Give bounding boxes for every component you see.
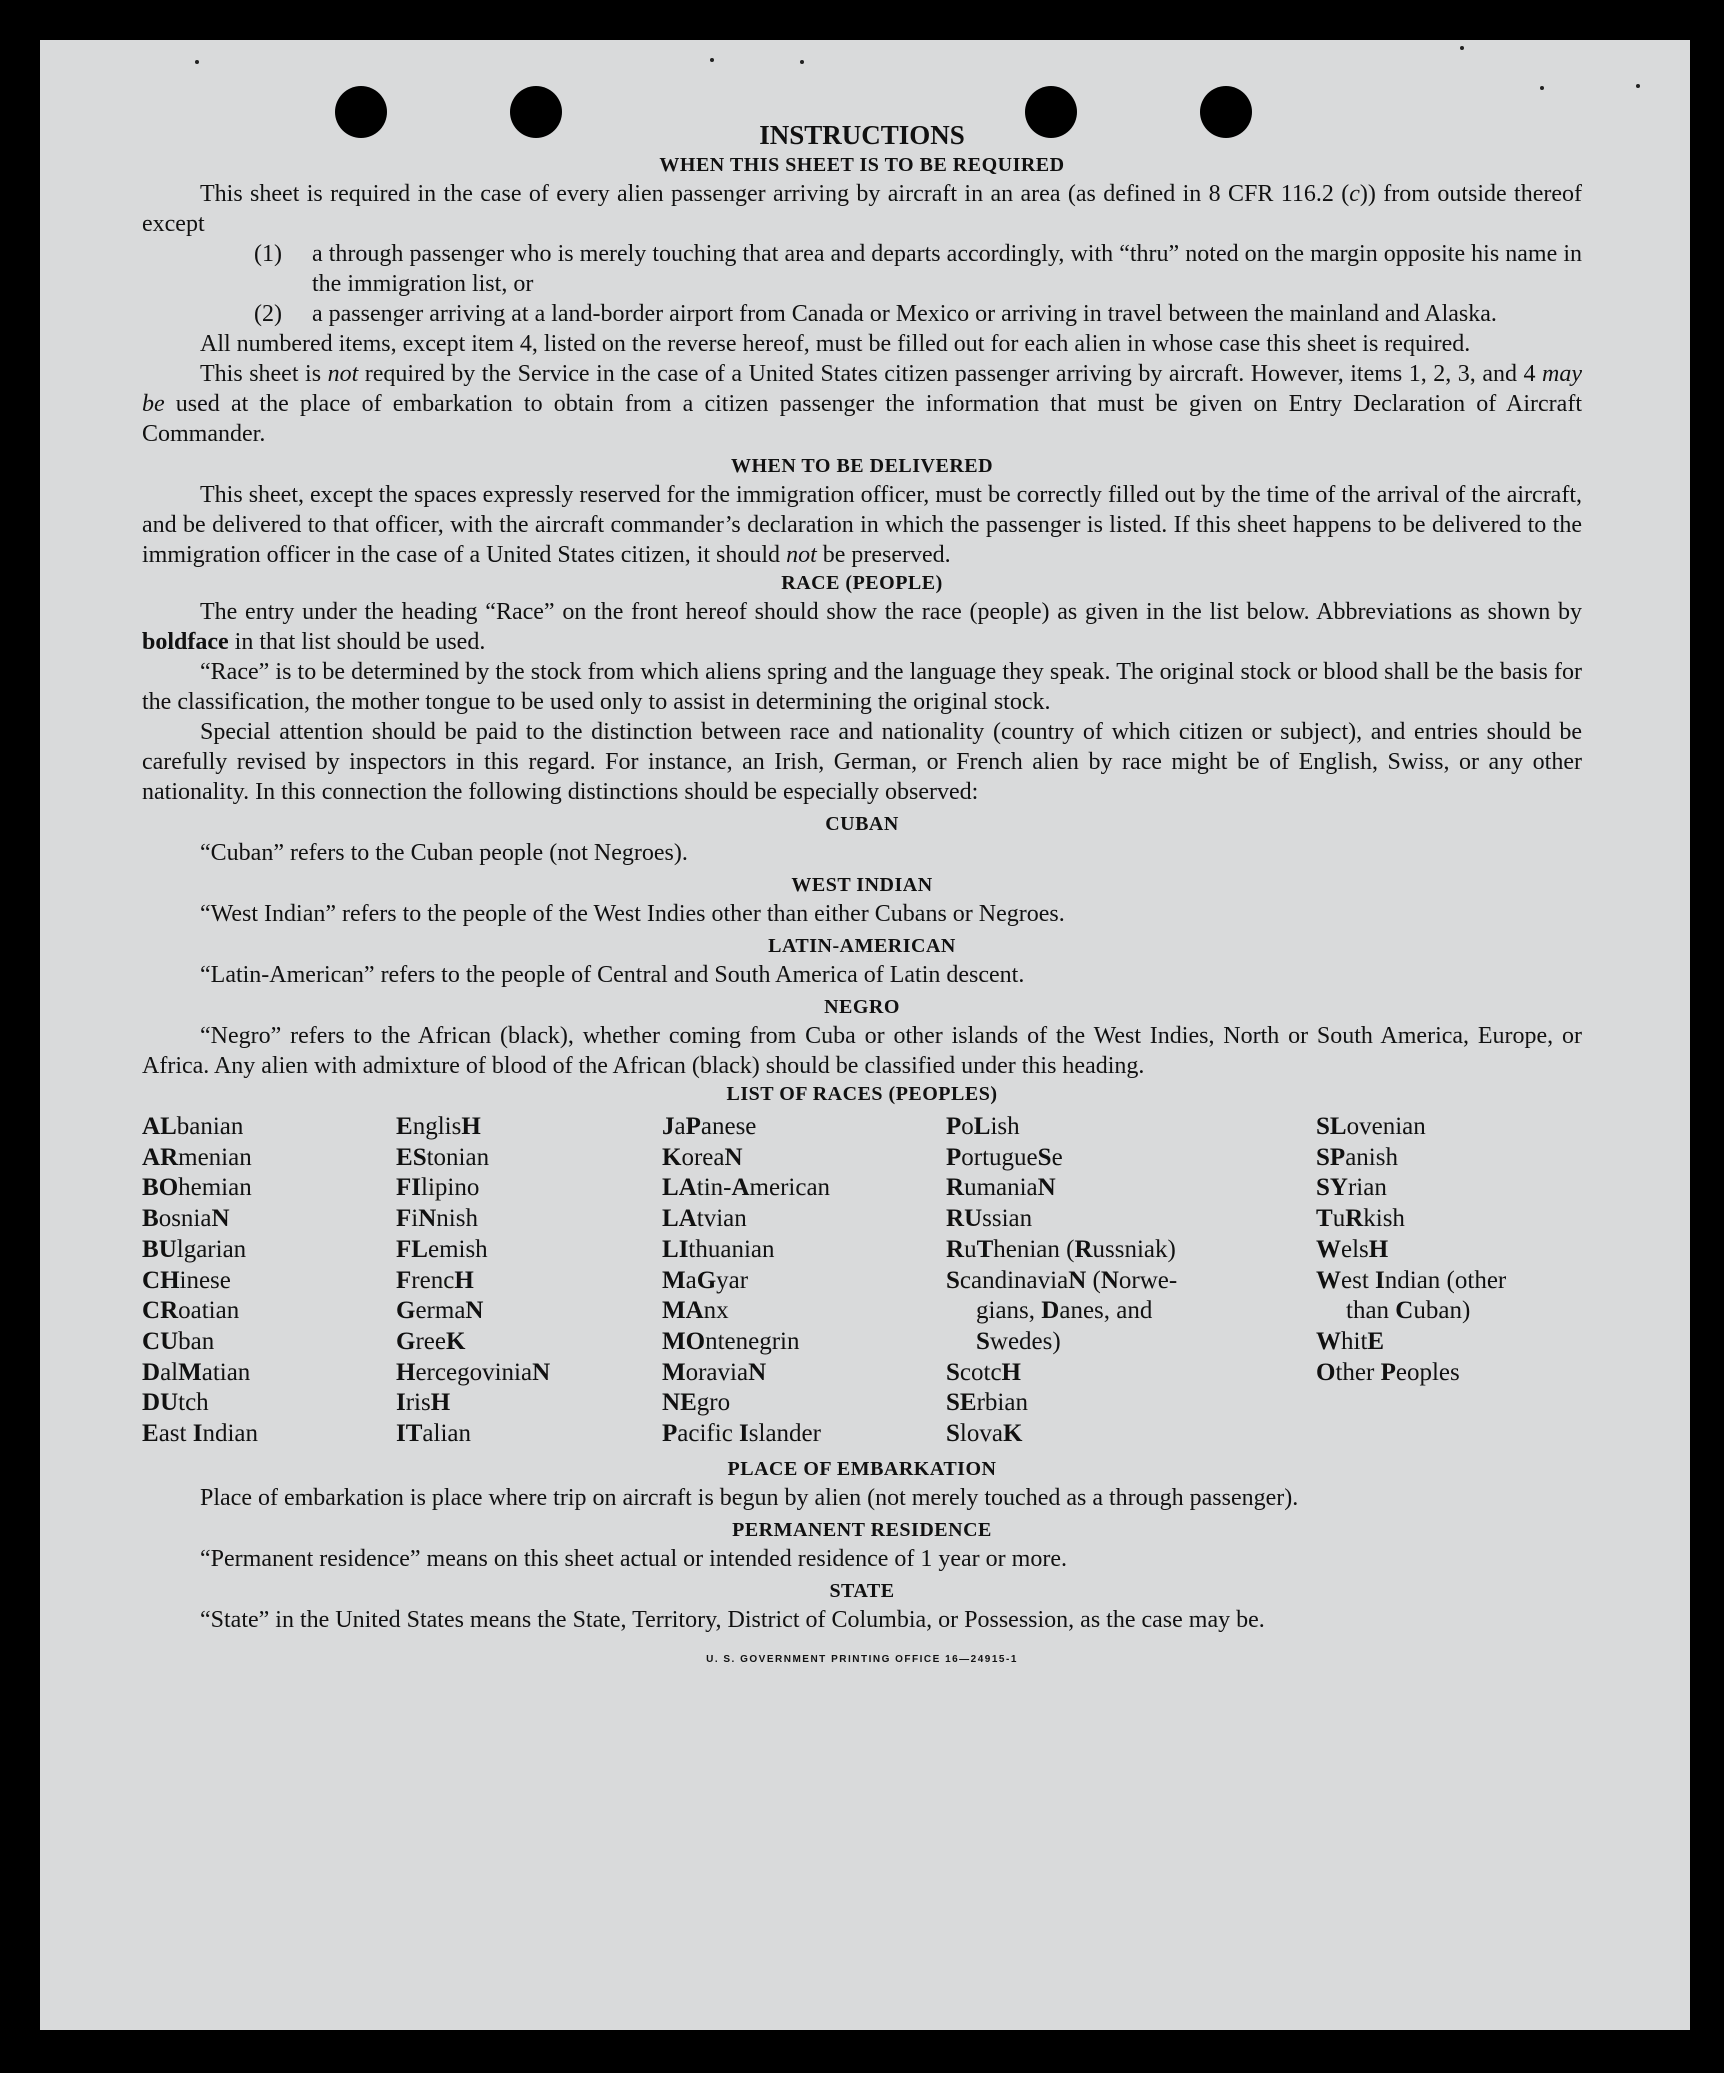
race-entry: ScandinaviaN (Norwe-: [946, 1266, 1178, 1294]
printer-imprint: U. S. GOVERNMENT PRINTING OFFICE 16—24915-1: [706, 1653, 1018, 1665]
race-entry: SErbian: [946, 1389, 1028, 1417]
paragraph: Place of embarkation is place where trip on aircraft is begun by alien (not merely touched as a through passenger).: [200, 1484, 1299, 1511]
race-entry: gians, Danes, and: [976, 1297, 1153, 1325]
race-entry: FLemish: [396, 1235, 488, 1263]
section-heading: LIST OF RACES (PEOPLES): [726, 1083, 998, 1105]
paragraph: Special attention should be paid to the distinction between race and nationality (country of which citizen or subject), and entries should be carefully revised by inspectors in this regard. For instance, an Irish, German, or French alien by race might be of English, Swiss, or any other nationality. In this connection the following distinctions should be especially observed:: [142, 719, 1582, 805]
speck: [800, 60, 804, 64]
speck: [1636, 84, 1640, 88]
race-entry: EStonian: [396, 1143, 490, 1171]
race-entry: LIthuanian: [662, 1235, 775, 1263]
paragraph: The entry under the heading “Race” on the front hereof should show the race (people) as given in the list below. Abbreviations as shown by boldface in that list should be used.: [142, 599, 1582, 655]
race-entry: GermaN: [396, 1297, 484, 1325]
speck: [1540, 86, 1544, 90]
section-heading: WEST INDIAN: [791, 874, 933, 896]
race-entry: GreeK: [396, 1327, 466, 1355]
race-entry: ITalian: [396, 1420, 472, 1448]
race-entry: East Indian: [142, 1420, 258, 1448]
paragraph: “West Indian” refers to the people of the West Indies other than either Cubans or Negroes.: [200, 901, 1065, 927]
race-entry: JaPanese: [662, 1113, 757, 1140]
race-entry: PortugueSe: [946, 1143, 1063, 1171]
paragraph: “Latin-American” refers to the people of Central and South America of Latin descent.: [200, 962, 1025, 988]
race-entry: NEgro: [662, 1389, 731, 1417]
race-entry: WhitE: [1316, 1327, 1385, 1355]
speck: [1460, 46, 1464, 50]
race-entry: CRoatian: [142, 1297, 240, 1325]
speck: [710, 58, 714, 62]
section-heading: PLACE OF EMBARKATION: [727, 1457, 997, 1480]
paragraph: This sheet is required in the case of every alien passenger arriving by aircraft in an area (as defined in 8 CFR 116.2 (c)) from outside thereof except: [142, 181, 1583, 237]
race-entry: Pacific Islander: [662, 1420, 821, 1448]
race-entry: BUlgarian: [142, 1235, 247, 1263]
race-entry: RUssian: [946, 1205, 1033, 1233]
race-entry: FIlipino: [396, 1174, 480, 1202]
race-entry: ScotcH: [946, 1358, 1021, 1386]
race-entry: MOntenegrin: [662, 1327, 800, 1355]
paragraph: “Race” is to be determined by the stock from which aliens spring and the language they speak. The original stock or blood shall be the basis for the classification, the mother tongue to be used only to assist in determining the original stock.: [142, 659, 1582, 715]
race-entry: MAnx: [662, 1297, 729, 1325]
race-list: [142, 1112, 1582, 1450]
section-heading: STATE: [829, 1579, 895, 1602]
race-entry: IrisH: [396, 1389, 451, 1417]
race-entry: SYrian: [1316, 1174, 1387, 1202]
race-column: [1316, 1112, 1582, 1450]
race-entry: RumaniaN: [946, 1174, 1056, 1202]
race-entry: RuThenian (Russniak): [946, 1235, 1176, 1263]
race-entry: FrencH: [396, 1266, 474, 1294]
race-entry: CHinese: [142, 1266, 231, 1294]
section-heading: WHEN THIS SHEET IS TO BE REQUIRED: [659, 154, 1065, 176]
race-entry: MoraviaN: [662, 1358, 767, 1386]
race-entry: SLovenian: [1316, 1113, 1426, 1140]
race-entry: BosniaN: [142, 1205, 230, 1233]
race-entry: CUban: [142, 1327, 215, 1355]
race-entry: MaGyar: [662, 1266, 749, 1294]
section-heading: PERMANENT RESIDENCE: [732, 1518, 992, 1541]
race-entry: LAtin-American: [662, 1174, 831, 1202]
race-entry: ARmenian: [142, 1143, 252, 1171]
race-entry: PoLish: [946, 1113, 1020, 1140]
race-entry: SPanish: [1316, 1143, 1398, 1171]
exception-item: (1) a through passenger who is merely touching that area and departs accordingly, with “thru” noted on the margin opposite his name in the immigration list, or: [254, 241, 1582, 297]
speck: [195, 60, 199, 64]
race-entry: SlovaK: [946, 1420, 1023, 1448]
race-entry: TuRkish: [1316, 1205, 1405, 1233]
race-column: [946, 1112, 1316, 1450]
section-heading: RACE (PEOPLE): [781, 572, 943, 594]
race-column: [662, 1112, 946, 1450]
exception-item: (2) a passenger arriving at a land-border airport from Canada or Mexico or arriving in travel between the mainland and Alaska.: [254, 301, 1497, 327]
race-entry: HercegoviniaN: [396, 1358, 551, 1386]
race-column: [142, 1112, 396, 1450]
race-entry: BOhemian: [142, 1174, 252, 1202]
race-entry: than Cuban): [1346, 1297, 1471, 1325]
section-heading: NEGRO: [824, 996, 900, 1018]
race-entry: EnglisH: [396, 1113, 481, 1140]
race-entry: DalMatian: [142, 1358, 251, 1386]
race-entry: ALbanian: [142, 1113, 244, 1140]
page-title: INSTRUCTIONS: [759, 120, 965, 150]
race-entry: Swedes): [976, 1327, 1061, 1355]
paragraph: All numbered items, except item 4, listed on the reverse hereof, must be filled out for each alien in whose case this sheet is required.: [200, 331, 1471, 357]
document-page: [40, 40, 1690, 2030]
paragraph: “Cuban” refers to the Cuban people (not Negroes).: [200, 840, 688, 866]
race-entry: FiNnish: [396, 1205, 478, 1233]
race-column: [396, 1112, 662, 1450]
race-entry: WelsH: [1316, 1235, 1389, 1263]
instructions-content: [142, 118, 1582, 1675]
paragraph: “State” in the United States means the State, Territory, District of Columbia, or Possession, as the case may be.: [200, 1606, 1265, 1633]
section-heading: WHEN TO BE DELIVERED: [730, 455, 994, 477]
section-heading: CUBAN: [825, 813, 899, 835]
race-entry: DUtch: [142, 1389, 209, 1417]
paragraph: This sheet is not required by the Service in the case of a United States citizen passenger arriving by aircraft. However, items 1, 2, 3, and 4 may be used at the place of embarkation to obtain from a citizen passenger the information that must be given on Entry Declaration of Aircraft Commander.: [142, 361, 1582, 447]
paragraph: “Permanent residence” means on this sheet actual or intended residence of 1 year or more.: [200, 1545, 1067, 1572]
race-entry: KoreaN: [662, 1143, 743, 1171]
race-entry: West Indian (other: [1316, 1266, 1507, 1294]
section-heading: LATIN-AMERICAN: [768, 935, 956, 957]
race-entry: LAtvian: [662, 1205, 747, 1233]
paragraph: This sheet, except the spaces expressly reserved for the immigration officer, must be correctly filled out by the time of the arrival of the aircraft, and be delivered to that officer, with the aircraft commander’s declaration in which the passenger is listed. If this sheet happens to be delivered to the immigration officer in the case of a United States citizen, it should not be preserved.: [142, 482, 1582, 568]
paragraph: “Negro” refers to the African (black), whether coming from Cuba or other islands of the West Indies, North or South America, Europe, or Africa. Any alien with admixture of blood of the African (black) should be classified under this heading.: [142, 1023, 1582, 1079]
race-entry: Other Peoples: [1316, 1358, 1460, 1386]
